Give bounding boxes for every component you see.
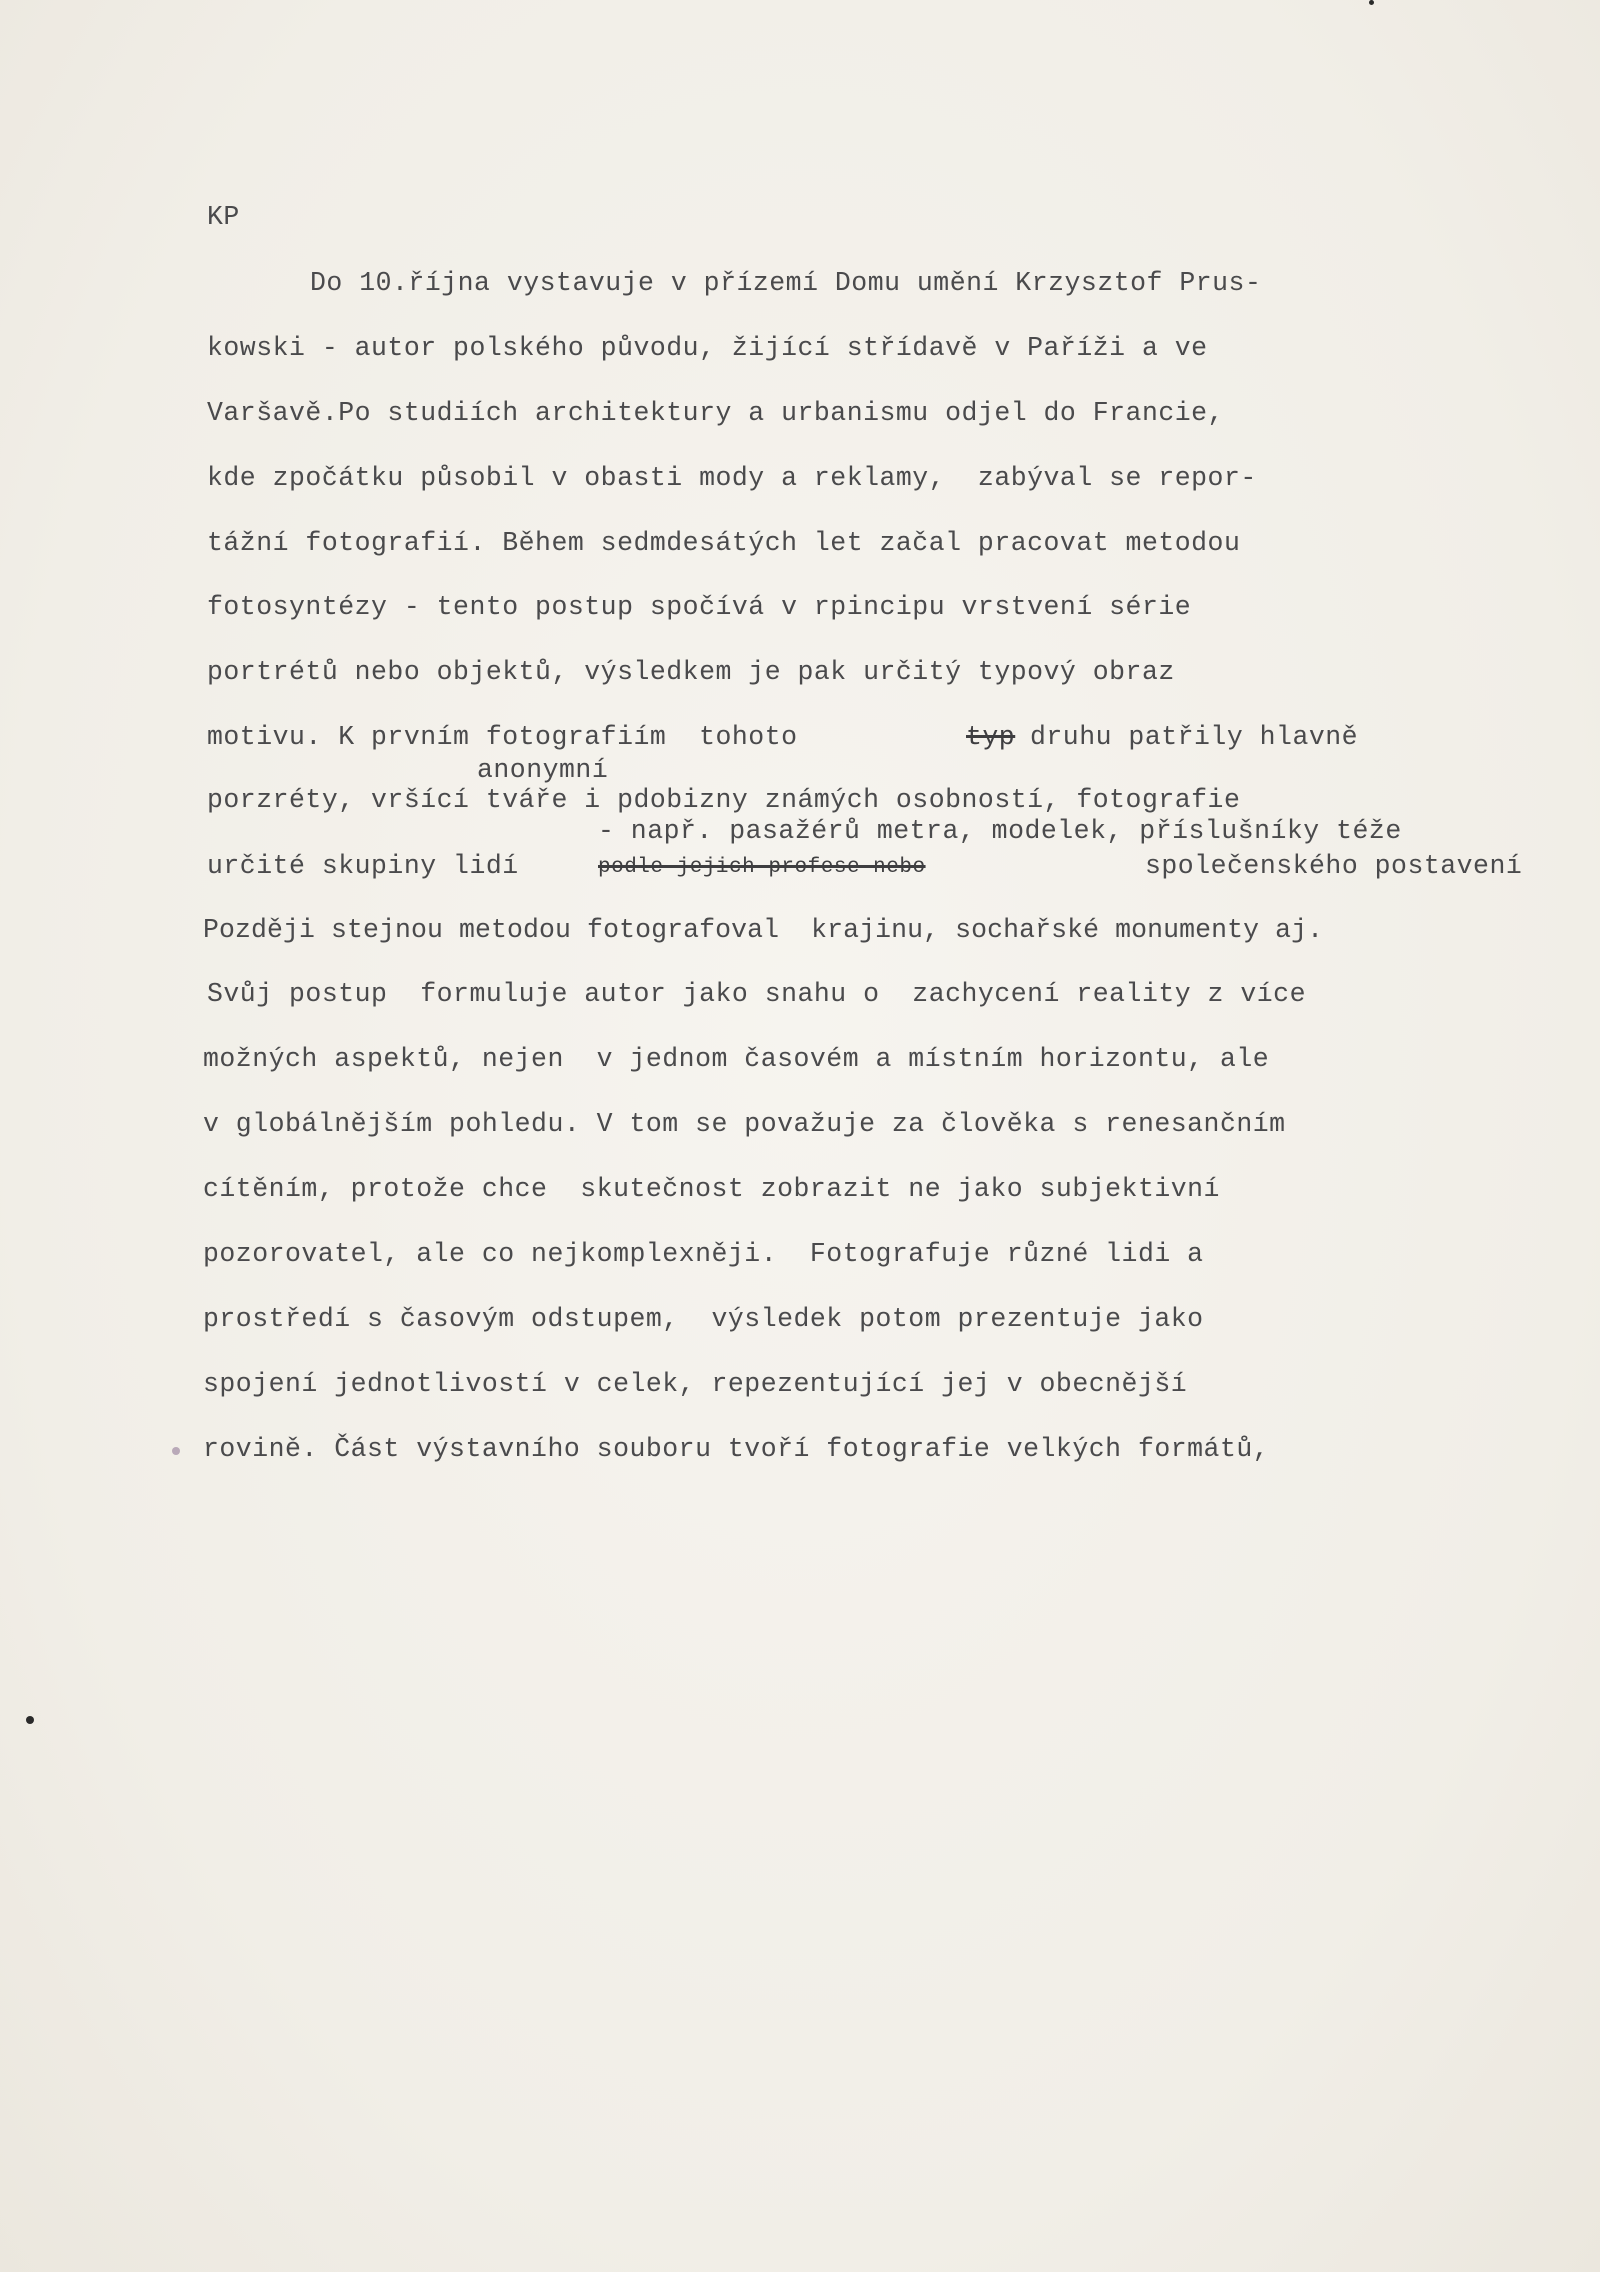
text-line: Později stejnou metodou fotografoval krajinu, sochařské monumenty aj. [203, 915, 1324, 945]
text-line: kde zpočátku působil v obasti mody a reklamy, zabýval se repor- [207, 463, 1257, 493]
text-line: porzréty, vršící tváře i pdobizny známých osobností, fotografie [207, 785, 1241, 815]
text-line: Do 10.října vystavuje v přízemí Domu umění Krzysztof Prus- [310, 268, 1262, 298]
ink-speck [172, 1447, 180, 1455]
text-line: fotosyntézy - tento postup spočívá v rpincipu vrstvení série [207, 592, 1192, 622]
struck-word: typ [966, 722, 1016, 752]
text-line: portrétů nebo objektů, výsledkem je pak určitý typový obraz [207, 657, 1175, 687]
text-line: Varšavě.Po studiích architektury a urbanismu odjel do Francie, [207, 398, 1224, 428]
text-line: cítěním, protože chce skutečnost zobrazit ne jako subjektivní [203, 1174, 1220, 1204]
text-line: druhu patřily hlavně [1030, 722, 1359, 752]
text-line: prostředí s časovým odstupem, výsledek potom prezentuje jako [203, 1304, 1204, 1334]
text-line: tážní fotografií. Během sedmdesátých let začal pracovat metodou [207, 528, 1241, 558]
text-line: pozorovatel, ale co nejkomplexněji. Fotografuje různé lidi a [203, 1239, 1204, 1269]
text-line: motivu. K prvním fotografiím tohoto [207, 722, 798, 752]
text-line: spojení jednotlivostí v celek, repezentující jej v obecnější [203, 1369, 1188, 1399]
text-line: kowski - autor polského původu, žijící střídavě v Paříži a ve [207, 333, 1208, 363]
inserted-word: anonymní [477, 755, 609, 785]
struck-phrase: podle jejich profese nebo [598, 856, 926, 879]
text-line: Svůj postup formuluje autor jako snahu o zachycení reality z více [207, 979, 1306, 1009]
text-line: rovině. Část výstavního souboru tvoří fotografie velkých formátů, [203, 1434, 1270, 1464]
text-line: v globálnějším pohledu. V tom se považuje za člověka s renesančním [203, 1109, 1286, 1139]
inserted-line: - např. pasažérů metra, modelek, příslušníky téže [598, 816, 1402, 846]
text-line: určité skupiny lidí [207, 851, 519, 881]
ink-speck [1369, 0, 1374, 5]
text-line: společenského postavení [1145, 851, 1523, 881]
text-line: možných aspektů, nejen v jednom časovém a místním horizontu, ale [203, 1044, 1270, 1074]
header-initials: KP [207, 202, 240, 232]
ink-speck [26, 1716, 34, 1724]
